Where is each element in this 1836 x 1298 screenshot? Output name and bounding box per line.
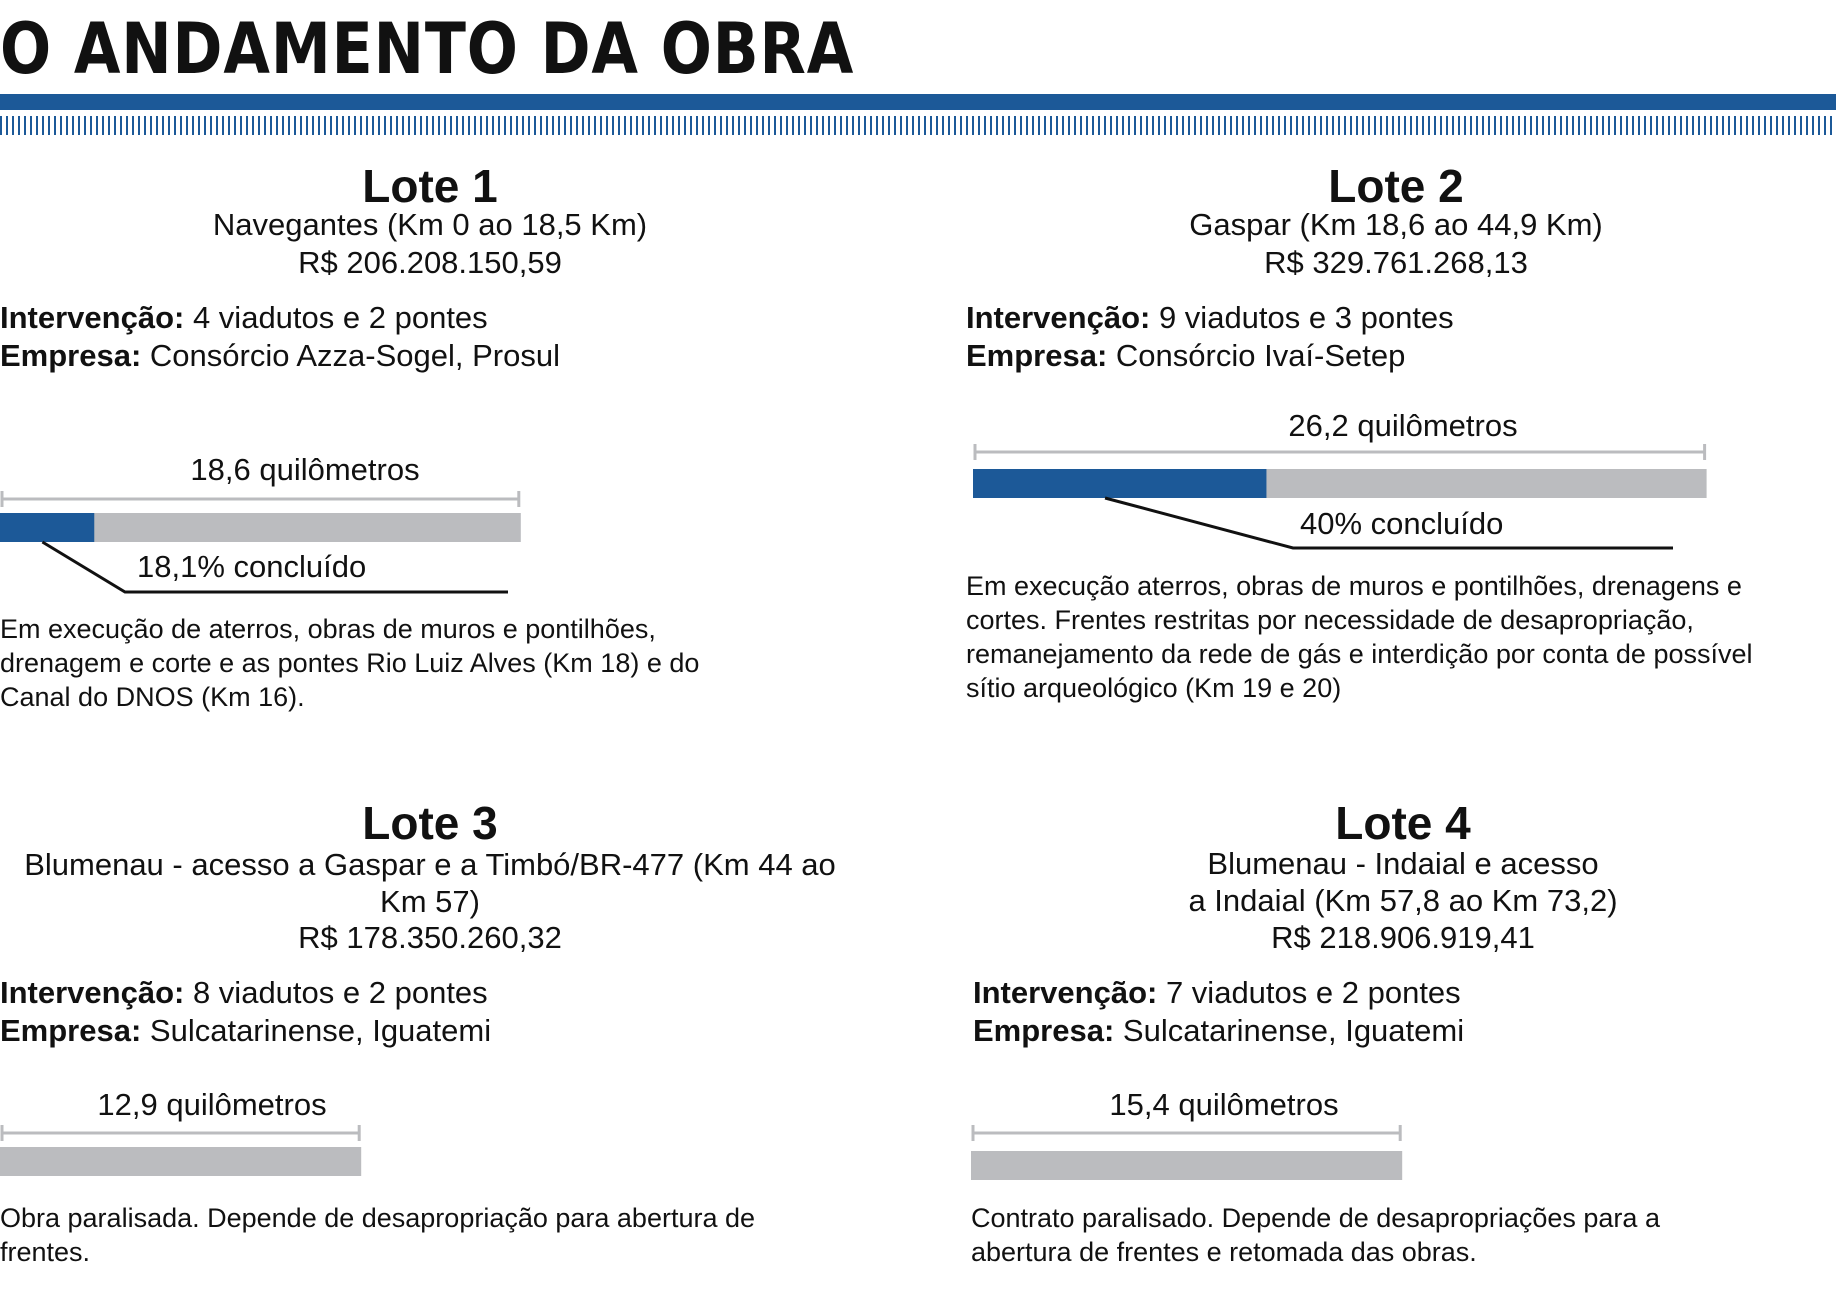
lote-3-title: Lote 3 [362,797,498,849]
empresa-value: Sulcatarinense, Iguatemi [141,1013,492,1048]
lote-1-km-label: 18,6 quilômetros [190,452,420,487]
lote-4-location-line1: Blumenau - Indaial e acesso [1207,846,1599,881]
intervencao-value: 8 viadutos e 2 pontes [184,975,488,1010]
empresa-value: Sulcatarinense, Iguatemi [1114,1013,1465,1048]
lote-2-km-label: 26,2 quilômetros [1288,408,1518,443]
lote-4-location-line2: a Indaial (Km 57,8 ao Km 73,2) [1188,883,1618,918]
lote-3-location: Blumenau - acesso a Gaspar e a Timbó/BR-477 (Km 44 ao Km 57) [24,847,836,919]
lote-2-progress-bar [973,469,1266,498]
lote-1-value: R$ 206.208.150,59 [298,245,562,280]
intervencao-value: 4 viadutos e 2 pontes [184,300,488,335]
intervencao-label: Intervenção: [966,300,1151,335]
lote-2-value: R$ 329.761.268,13 [1264,245,1528,280]
lote-3-description: Obra paralisada. Depende de desapropriação para abertura de frentes. [0,1203,756,1267]
intervencao-label: Intervenção: [0,300,185,335]
intervencao-value: 7 viadutos e 2 pontes [1157,975,1461,1010]
lote-2-title: Lote 2 [1328,160,1464,212]
empresa-value: Consórcio Ivaí-Setep [1107,338,1406,373]
empresa-label: Empresa: [966,338,1108,373]
lote-3-km-label: 12,9 quilômetros [97,1087,327,1122]
lote-3-value: R$ 178.350.260,32 [298,920,562,955]
lote-1-progress-bar [0,513,94,542]
intervencao-label: Intervenção: [0,975,185,1010]
lote-2-location: Gaspar (Km 18,6 ao 44,9 Km) [1189,207,1603,242]
lote-2-description: Em execução aterros, obras de muros e pontilhões, drenagens e cortes. Frentes restritas por necessidade de desapropriação, remanejamento da rede de gás e interdição por conta de possível sítio arqueológico (Km 19 e 20) [966,571,1753,703]
lote-4-title: Lote 4 [1335,797,1471,849]
lote-4-value: R$ 218.906.919,41 [1271,920,1535,955]
lote-1-description: Em execução de aterros, obras de muros e pontilhões, drenagem e corte e as pontes Rio Luiz Alves (Km 18) e do Canal do DNOS (Km 16). [0,614,700,712]
lote-4-km-label: 15,4 quilômetros [1109,1087,1339,1122]
intervencao-value: 9 viadutos e 3 pontes [1150,300,1454,335]
lote-1-location: Navegantes (Km 0 ao 18,5 Km) [212,207,648,242]
lote-1-pct-label: 18,1% concluído [137,549,367,584]
page-title: O ANDAMENTO DA OBRA [0,8,855,90]
lote-2-pct-label: 40% concluído [1300,506,1504,541]
empresa-label: Empresa: [973,1013,1115,1048]
lote-2-leader-line [1105,498,1673,548]
lote-4-description: Contrato paralisado. Depende de desapropriações para a abertura de frentes e retomada das obras. [971,1203,1660,1267]
intervencao-label: Intervenção: [973,975,1158,1010]
lote-1-leader-line [42,542,508,592]
lote-4-track-bar [971,1151,1402,1180]
lote-3-track-bar [0,1147,361,1176]
empresa-label: Empresa: [0,338,142,373]
lote-1-title: Lote 1 [362,160,498,212]
empresa-label: Empresa: [0,1013,142,1048]
empresa-value: Consórcio Azza-Sogel, Prosul [141,338,560,373]
